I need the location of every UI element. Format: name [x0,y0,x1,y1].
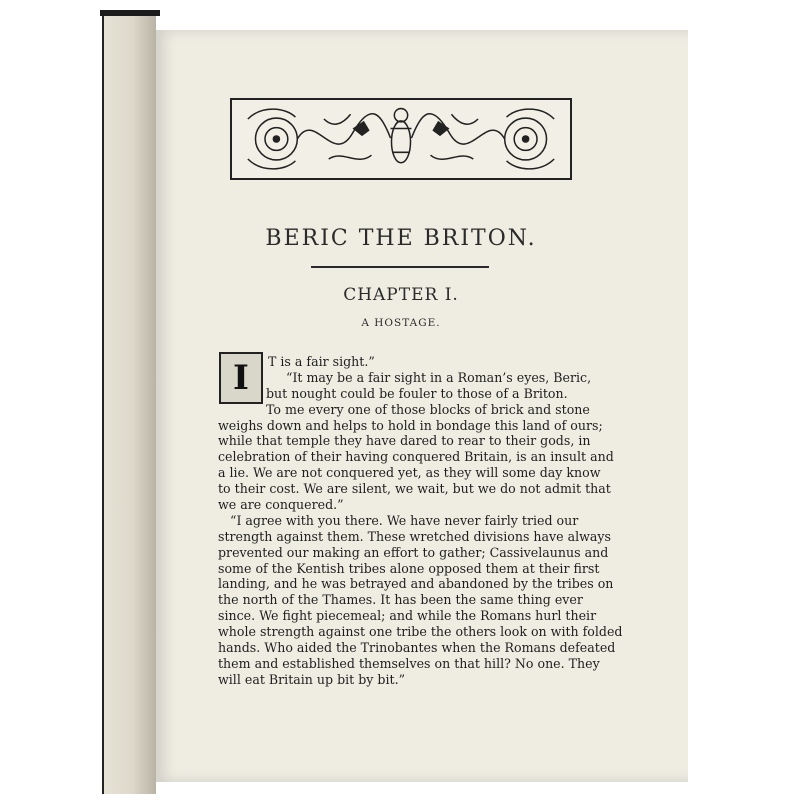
text-line: landing, and he was betrayed and abandoned by the tribes on [218,576,614,592]
text-line: a lie. We are not conquered yet, as they will some day know [218,465,601,481]
body-text [218,354,623,688]
text-line: some of the Kentish tribes alone opposed them at their first [218,560,600,576]
text-line: celebration of their having conquered Britain, is an insult and [218,449,614,465]
text-line: but nought could be fouler to those of a Briton. [266,385,568,401]
text-line: weighs down and helps to hold in bondage this land of ours; [218,417,603,433]
text-line: “It may be a fair sight in a Roman’s eyes, Beric, [286,369,592,385]
text-line: we are conquered.” [218,497,344,513]
text-line: the north of the Thames. It has been the same thing ever [218,592,583,608]
drop-cap: I [219,352,263,404]
text-line: strength against them. These wretched divisions have always [218,528,612,544]
text-line: T is a fair sight.” [268,354,375,369]
title-rule [311,266,489,268]
text-line: to their cost. We are silent, we wait, but we do not admit that [218,481,611,497]
background [688,0,800,800]
text-line: will eat Britain up bit by bit.” [218,671,406,687]
text-line: prevented our making an effort to gather; Cassivelaunus and [218,544,609,560]
chapter-heading: CHAPTER I. [343,285,459,305]
text-line: since. We fight piecemeal; and while the Romans hurl their [218,608,597,624]
text-line: while that temple they have dared to rear to their gods, in [218,433,591,449]
text-line: “I agree with you there. We have never fairly tried our [230,512,579,528]
book-title: BERIC THE BRITON. [265,226,537,251]
text-line: To me every one of those blocks of brick and stone [266,401,590,417]
text-line: whole strength against one tribe the others look on with folded [218,624,623,640]
book-spine [102,12,156,794]
text-line: them and established themselves on that hill? No one. They [218,655,600,671]
chapter-title: A HOSTAGE. [361,317,441,329]
ornamental-headpiece [230,98,572,180]
book-cover-edge [100,10,160,16]
text-line: hands. Who aided the Trinobantes when the Romans defeated [218,640,616,656]
